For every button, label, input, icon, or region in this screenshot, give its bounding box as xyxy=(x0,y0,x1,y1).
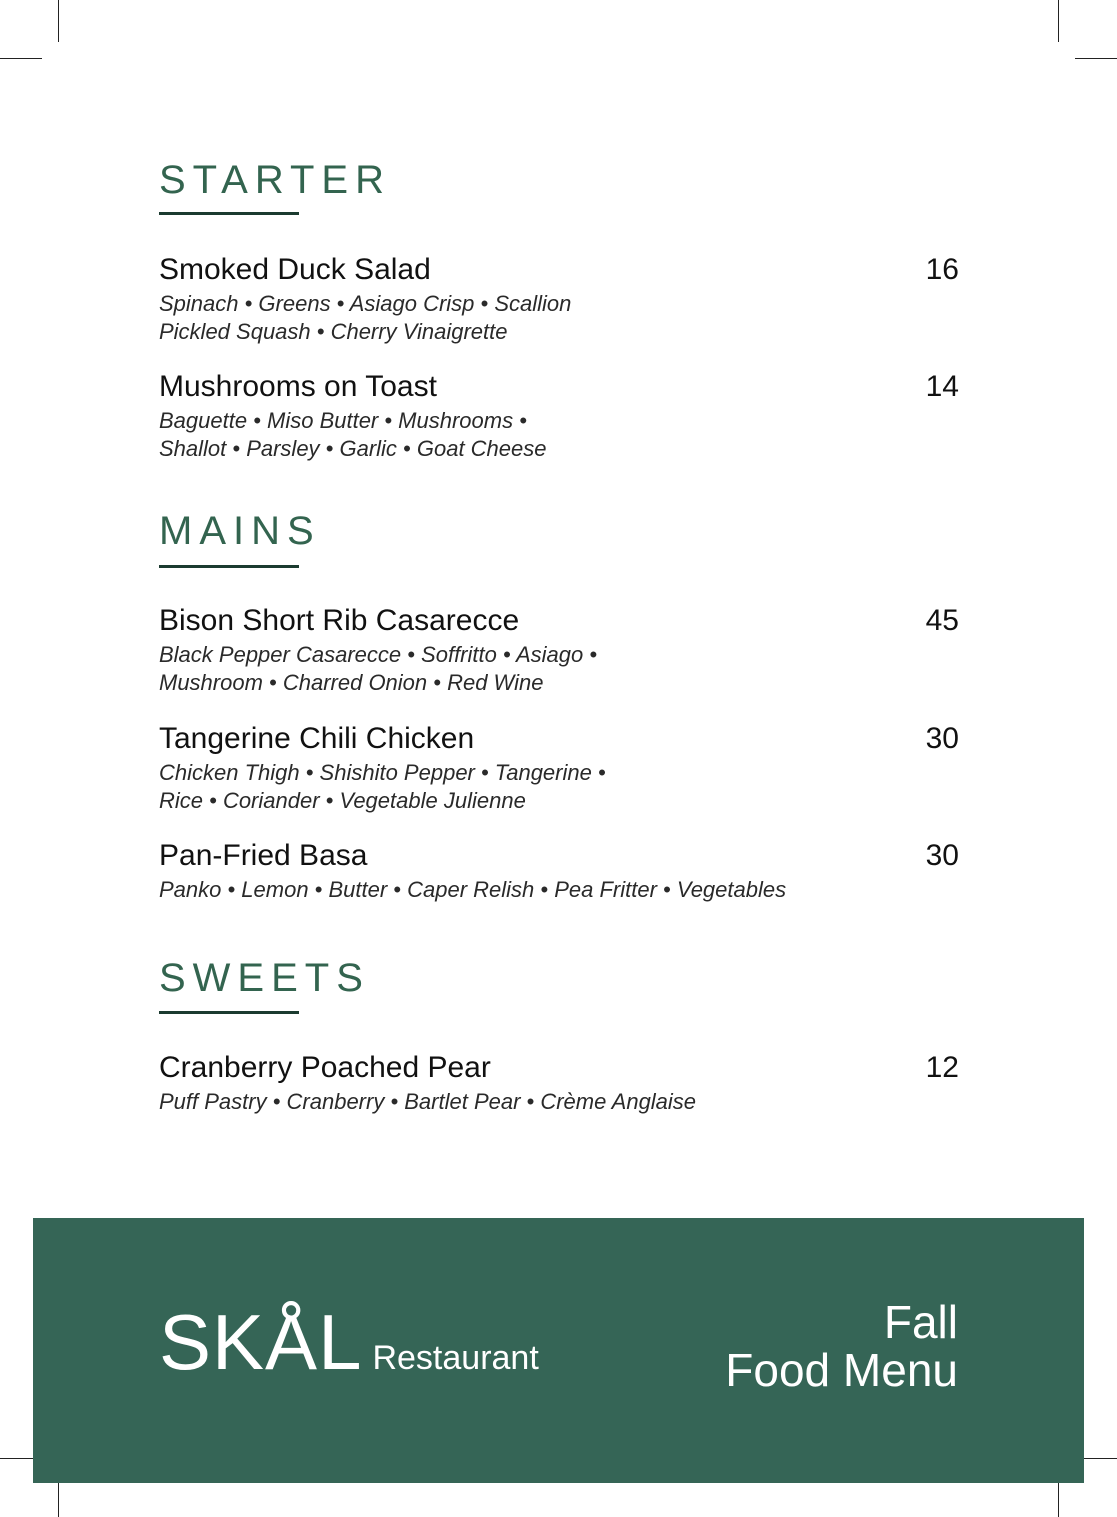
item-price: 45 xyxy=(925,604,959,637)
brand-name: SKÅL xyxy=(159,1298,363,1386)
item-description-line: Baguette • Miso Butter • Mushrooms • xyxy=(159,408,527,433)
item-price: 30 xyxy=(925,839,959,872)
restaurant-logo xyxy=(159,1298,539,1386)
item-description xyxy=(159,641,959,697)
section-divider xyxy=(159,1011,299,1014)
menu-item xyxy=(159,1050,959,1116)
item-name: Cranberry Poached Pear xyxy=(159,1051,491,1084)
item-description-line: Panko • Lemon • Butter • Caper Relish • Pea Fritter • Vegetables xyxy=(159,877,787,902)
item-description-line: Spinach • Greens • Asiago Crisp • Scallion xyxy=(159,291,572,316)
menu-item xyxy=(159,252,959,346)
menu-item xyxy=(159,603,959,697)
section-title-mains: MAINS xyxy=(159,509,321,553)
item-name: Tangerine Chili Chicken xyxy=(159,722,475,755)
item-name: Bison Short Rib Casarecce xyxy=(159,604,520,637)
footer-banner xyxy=(33,1218,1084,1483)
crop-mark xyxy=(58,0,59,42)
menu-title xyxy=(725,1298,958,1394)
item-description-line: Shallot • Parsley • Garlic • Goat Cheese xyxy=(159,436,547,461)
crop-mark xyxy=(1075,58,1117,59)
item-description xyxy=(159,1088,959,1116)
crop-mark xyxy=(1058,0,1059,42)
menu-title-line: Fall xyxy=(883,1296,958,1348)
item-price: 14 xyxy=(925,370,959,403)
item-description-line: Rice • Coriander • Vegetable Julienne xyxy=(159,788,526,813)
item-description-line: Mushroom • Charred Onion • Red Wine xyxy=(159,670,544,695)
menu-item xyxy=(159,838,959,904)
item-description-line: Pickled Squash • Cherry Vinaigrette xyxy=(159,319,508,344)
section-divider xyxy=(159,212,299,215)
item-description-line: Black Pepper Casarecce • Soffritto • Asiago • xyxy=(159,642,598,667)
menu-title-line: Food Menu xyxy=(725,1344,958,1396)
section-title-starter: STARTER xyxy=(159,158,391,202)
item-description xyxy=(159,876,959,904)
item-description xyxy=(159,759,959,815)
menu-item xyxy=(159,721,959,815)
item-description xyxy=(159,407,959,463)
item-price: 30 xyxy=(925,722,959,755)
item-price: 16 xyxy=(925,253,959,286)
item-price: 12 xyxy=(925,1051,959,1084)
crop-mark xyxy=(0,58,42,59)
section-title-sweets: SWEETS xyxy=(159,956,370,1000)
section-divider xyxy=(159,565,299,568)
item-description xyxy=(159,290,959,346)
item-name: Pan-Fried Basa xyxy=(159,839,368,872)
item-description-line: Puff Pastry • Cranberry • Bartlet Pear • Crème Anglaise xyxy=(159,1089,697,1114)
item-description-line: Chicken Thigh • Shishito Pepper • Tangerine • xyxy=(159,760,606,785)
item-name: Smoked Duck Salad xyxy=(159,253,431,286)
item-name: Mushrooms on Toast xyxy=(159,370,437,403)
brand-subtitle: Restaurant xyxy=(372,1339,539,1377)
menu-item xyxy=(159,369,959,463)
